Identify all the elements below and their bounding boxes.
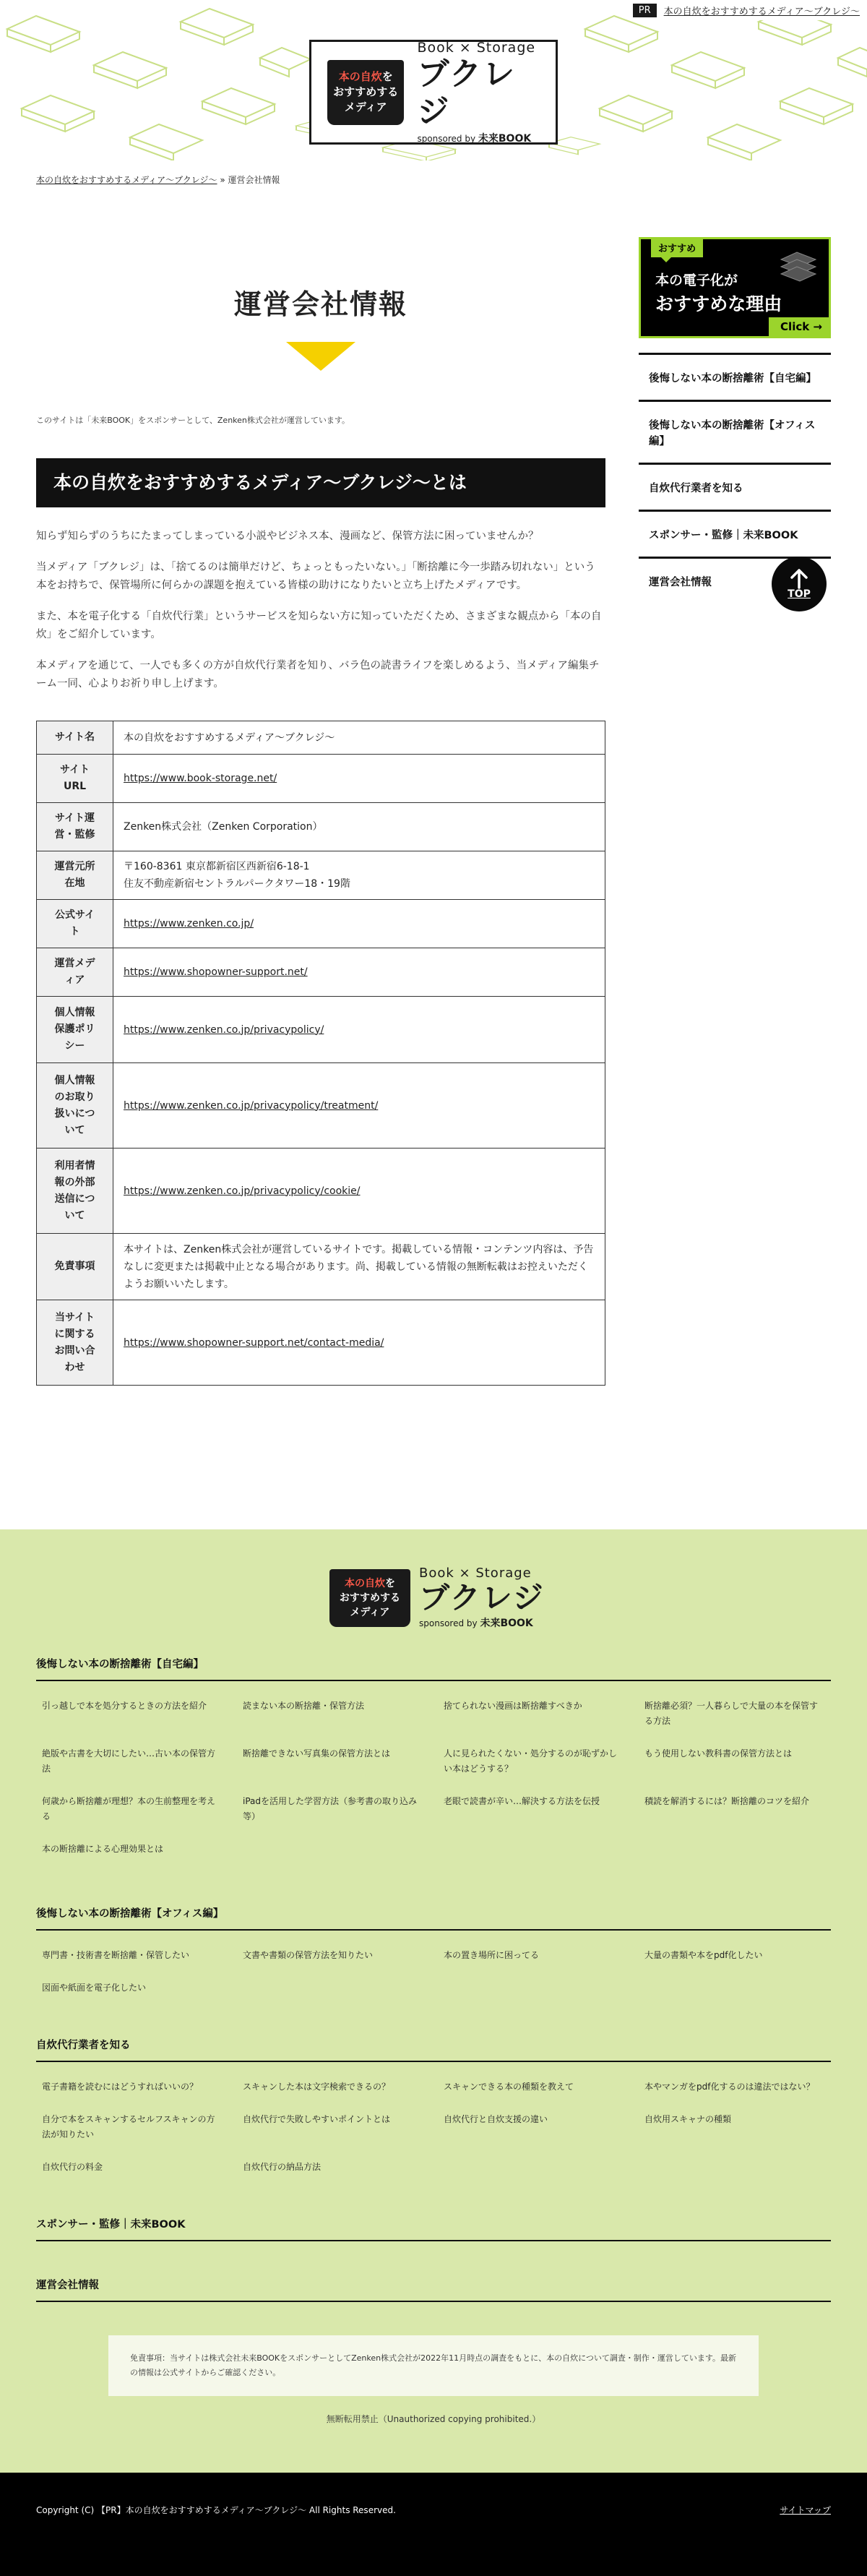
sidebar-item-sponsor[interactable]: スポンサー・監修｜未来BOOK xyxy=(639,512,831,559)
row-label: 個人情報のお取り扱いについて xyxy=(37,1063,113,1149)
logo-ja: ブクレジ xyxy=(417,55,517,130)
footer-logo-line2: おすすめする xyxy=(339,1592,401,1604)
footer-logo-line1-rest: を xyxy=(385,1577,395,1589)
logo-book-line3: メディア xyxy=(344,100,387,113)
intro-paragraph: また、本を電子化する「自炊代行業」というサービスを知らない方に知っていただくため、さまざまな観点から「本の自炊」をご紹介しています。 xyxy=(36,611,602,640)
logo-sponsor-name: 未来BOOK xyxy=(478,132,532,145)
footer-logo-book-icon xyxy=(329,1569,410,1627)
logo-en: Book × Storage xyxy=(417,39,536,56)
breadcrumb xyxy=(36,173,280,186)
address-line2: 住友不動産新宿セントラルパークタワー18・19階 xyxy=(124,878,350,890)
footer-section-company xyxy=(36,2277,831,2302)
site-logo[interactable] xyxy=(309,40,558,145)
site-footer xyxy=(0,1529,867,2473)
footer-logo[interactable] xyxy=(329,1566,545,1630)
pr-tag: PR xyxy=(633,4,657,17)
footer-link[interactable]: 本の置き場所に困ってる xyxy=(444,1950,540,1960)
contact-link[interactable]: https://www.shopowner-support.net/contact-media/ xyxy=(124,1336,384,1349)
row-label: 個人情報保護ポリシー xyxy=(37,997,113,1063)
footer-section-title[interactable]: 後悔しない本の断捨離術【自宅編】 xyxy=(36,1656,831,1681)
intro-text xyxy=(36,528,605,693)
footer-link[interactable]: 自炊代行で失敗しやすいポイントとは xyxy=(243,2114,391,2124)
footer-section-title[interactable]: スポンサー・監修｜未来BOOK xyxy=(36,2216,831,2241)
intro-paragraph: 当メディア「ブクレジ」は、「捨てるのは簡単だけど、ちょっともったいない。」「断捨離に今一歩踏み切れない」という本をお持ちで、保管場所に何らかの課題を抱えている皆様の助けになりたいと立ち上げたメディアです。 xyxy=(36,562,595,591)
books-icon xyxy=(778,249,819,284)
footer-section-title[interactable]: 後悔しない本の断捨離術【オフィス編】 xyxy=(36,1905,831,1931)
footer-link[interactable]: 老眼で読書が辛い…解決する方法を伝授 xyxy=(444,1796,600,1806)
copyright-text: Copyright (C) 【PR】本の自炊をおすすめするメディア〜ブクレジ〜 All Rights Reserved. xyxy=(36,2505,396,2515)
banner-click-button: Click → xyxy=(769,317,831,336)
footer-link[interactable]: 大量の書類や本をpdf化したい xyxy=(644,1950,763,1960)
footer-link[interactable]: 何歳から断捨離が理想？本の生前整理を考える xyxy=(42,1796,216,1821)
pr-bar xyxy=(633,0,867,20)
footer-link[interactable]: 断捨離できない写真集の保管方法とは xyxy=(243,1748,391,1759)
row-label: サイト名 xyxy=(37,721,113,755)
sidebar-item-company[interactable]: 運営会社情報 xyxy=(649,577,712,588)
footer-link[interactable]: 本やマンガをpdf化するのは違法ではない？ xyxy=(644,2082,815,2092)
breadcrumb-current: 運営会社情報 xyxy=(228,175,280,185)
footer-link[interactable]: 引っ越しで本を処分するときの方法を紹介 xyxy=(42,1701,207,1711)
intro-paragraph: 知らず知らずのうちにたまってしまっている小説やビジネス本、漫画など、保管方法に困っていませんか？ xyxy=(36,531,539,542)
logo-sponsored: sponsored by xyxy=(417,133,476,144)
footer-logo-line1-red: 本の自炊 xyxy=(345,1577,385,1589)
row-label: サイト運営・監修 xyxy=(37,803,113,851)
footer-link[interactable]: 絶版や古書を大切にしたい…古い本の保管方法 xyxy=(42,1748,216,1774)
table-row xyxy=(37,721,605,755)
arrow-up-icon xyxy=(788,568,810,590)
logo-book-line1-rest: を xyxy=(381,70,393,83)
footer-link[interactable]: 図面や紙面を電子化したい xyxy=(42,1983,147,1993)
pr-site-link[interactable]: 本の自炊をおすすめするメディア〜ブクレジ〜 xyxy=(663,6,860,17)
footer-logo-line3: メディア xyxy=(350,1606,390,1618)
footer-link[interactable]: 人に見られたくない・処分するのが恥ずかしい本はどうする？ xyxy=(444,1748,618,1774)
no-copy-notice: 無断転用禁止（Unauthorized copying prohibited.） xyxy=(326,2414,541,2424)
row-label: 公式サイト xyxy=(37,900,113,948)
table-row xyxy=(37,755,605,803)
logo-book-line2: おすすめする xyxy=(333,85,399,98)
footer-link[interactable]: もう使用しない教科書の保管方法とは xyxy=(644,1748,793,1759)
logo-book-line1-red: 本の自炊 xyxy=(338,70,382,83)
footer-link[interactable]: 電子書籍を読むにはどうすればいいの？ xyxy=(42,2082,199,2092)
site-url-link[interactable]: https://www.book-storage.net/ xyxy=(124,773,277,784)
banner-line2: おすすめな理由 xyxy=(655,293,782,314)
footer-link[interactable]: 自分で本をスキャンするセルフスキャンの方法が知りたい xyxy=(42,2114,215,2139)
sidebar-item-scan-service[interactable]: 自炊代行業者を知る xyxy=(639,465,831,512)
footer-link[interactable]: スキャンした本は文字検索できるの？ xyxy=(243,2082,391,2092)
footer-link[interactable]: iPadを活用した学習方法（参考書の取り込み等） xyxy=(243,1796,418,1821)
row-label: 運営メディア xyxy=(37,948,113,997)
row-label: 利用者情報の外部送信について xyxy=(37,1149,113,1234)
table-row xyxy=(37,1300,605,1386)
operated-media-link[interactable]: https://www.shopowner-support.net/ xyxy=(124,966,308,978)
section-heading: 本の自炊をおすすめするメディア〜ブクレジ〜とは xyxy=(36,458,605,507)
table-row xyxy=(37,803,605,851)
footer-link[interactable]: 専門書・技術書を断捨離・保管したい xyxy=(42,1950,190,1960)
official-site-link[interactable]: https://www.zenken.co.jp/ xyxy=(124,918,254,929)
company-info-table xyxy=(36,721,605,1386)
table-row xyxy=(37,1063,605,1149)
footer-section-home xyxy=(36,1656,831,1857)
footer-link[interactable]: 自炊代行の納品方法 xyxy=(243,2162,322,2172)
footer-link[interactable]: スキャンできる本の種類を教えて xyxy=(444,2082,574,2092)
intro-paragraph: 本メディアを通じて、一人でも多くの方が自炊代行業者を知り、バラ色の読書ライフを楽しめるよう、当メディア編集チーム一同、心よりお祈り申し上げます。 xyxy=(36,660,600,690)
row-label: 運営元所在地 xyxy=(37,851,113,900)
page-title: 運営会社情報 xyxy=(233,288,407,320)
footer-link[interactable]: 本の断捨離による心理効果とは xyxy=(42,1844,164,1854)
row-value: 本の自炊をおすすめするメディア〜ブクレジ〜 xyxy=(113,721,605,755)
sidebar-item-home-declutter[interactable]: 後悔しない本の断捨離術【自宅編】 xyxy=(639,355,831,402)
site-header xyxy=(0,0,867,160)
sidebar xyxy=(639,237,831,604)
address-line1: 〒160-8361 東京都新宿区西新宿6-18-1 xyxy=(124,861,310,872)
banner-line1: 本の電子化が xyxy=(655,272,738,288)
row-label: 免責事項 xyxy=(37,1234,113,1300)
table-row xyxy=(37,900,605,948)
table-row xyxy=(37,948,605,997)
sponsor-note: このサイトは「未来BOOK」をスポンサーとして、Zenken株式会社が運営しています。 xyxy=(36,416,350,425)
footer-disclaimer: 免責事項：当サイトは株式会社未来BOOKをスポンサーとしてZenken株式会社が2022年11月時点の調査をもとに、本の自炊について調査・制作・運営しています。最新の情報は公式サイトからご確認ください。 xyxy=(108,2335,759,2396)
top-label: TOP xyxy=(788,588,811,600)
table-row xyxy=(37,1149,605,1234)
footer-section-sponsor xyxy=(36,2216,831,2241)
footer-logo-sponsored: sponsored by xyxy=(419,1618,478,1628)
footer-section-scan xyxy=(36,2037,831,2175)
footer-logo-en: Book × Storage xyxy=(419,1566,532,1581)
privacy-treatment-link[interactable]: https://www.zenken.co.jp/privacypolicy/treatment/ xyxy=(124,1099,379,1112)
bottom-bar xyxy=(0,2473,867,2576)
privacy-cookie-link[interactable]: https://www.zenken.co.jp/privacypolicy/cookie/ xyxy=(124,1185,361,1197)
logo-book-icon xyxy=(327,60,404,125)
table-row xyxy=(37,851,605,900)
row-label: サイトURL xyxy=(37,755,113,803)
footer-link[interactable]: 自炊代行と自炊支援の違い xyxy=(444,2114,548,2124)
breadcrumb-home[interactable]: 本の自炊をおすすめするメディア〜ブクレジ〜 xyxy=(36,175,217,185)
privacy-policy-link[interactable]: https://www.zenken.co.jp/privacypolicy/ xyxy=(124,1023,324,1036)
table-row xyxy=(37,1234,605,1300)
main-content xyxy=(36,210,605,1386)
sidebar-item-office-declutter[interactable]: 後悔しない本の断捨離術【オフィス編】 xyxy=(639,402,831,465)
footer-link[interactable]: 断捨離必須？一人暮らしで大量の本を保管する方法 xyxy=(644,1701,819,1726)
row-value: Zenken株式会社（Zenken Corporation） xyxy=(113,803,605,851)
title-arrow-icon xyxy=(286,342,355,371)
disclaimer-text: 本サイトは、Zenken株式会社が運営しているサイトです。掲載している情報・コンテンツ内容は、予告なしに変更または掲載中止となる場合があります。尚、掲載している情報の無断転載はお控えいただくようお願いいたします。 xyxy=(113,1234,605,1300)
banner-badge: おすすめ xyxy=(651,238,703,257)
footer-link[interactable]: 文書や書類の保管方法を知りたい xyxy=(243,1950,374,1960)
footer-section-title[interactable]: 自炊代行業者を知る xyxy=(36,2037,831,2062)
sitemap-link[interactable]: サイトマップ xyxy=(780,2505,831,2515)
footer-link[interactable]: 自炊用スキャナの種類 xyxy=(644,2114,732,2124)
footer-link[interactable]: 捨てられない漫画は断捨離すべきか xyxy=(444,1701,582,1711)
footer-logo-sponsor-name: 未来BOOK xyxy=(480,1618,533,1629)
recommend-banner[interactable] xyxy=(639,237,831,338)
footer-section-title[interactable]: 運営会社情報 xyxy=(36,2277,831,2302)
footer-section-office xyxy=(36,1905,831,1996)
footer-link[interactable]: 読まない本の断捨離・保管方法 xyxy=(243,1701,365,1711)
footer-link[interactable]: 自炊代行の料金 xyxy=(42,2162,103,2172)
row-label: 当サイトに関するお問い合わせ xyxy=(37,1300,113,1386)
footer-logo-ja: ブクレジ xyxy=(419,1580,545,1615)
table-row xyxy=(37,997,605,1063)
back-to-top-button[interactable] xyxy=(772,557,827,611)
breadcrumb-sep: » xyxy=(217,175,228,185)
footer-link[interactable]: 積読を解消するには？断捨離のコツを紹介 xyxy=(644,1796,810,1806)
